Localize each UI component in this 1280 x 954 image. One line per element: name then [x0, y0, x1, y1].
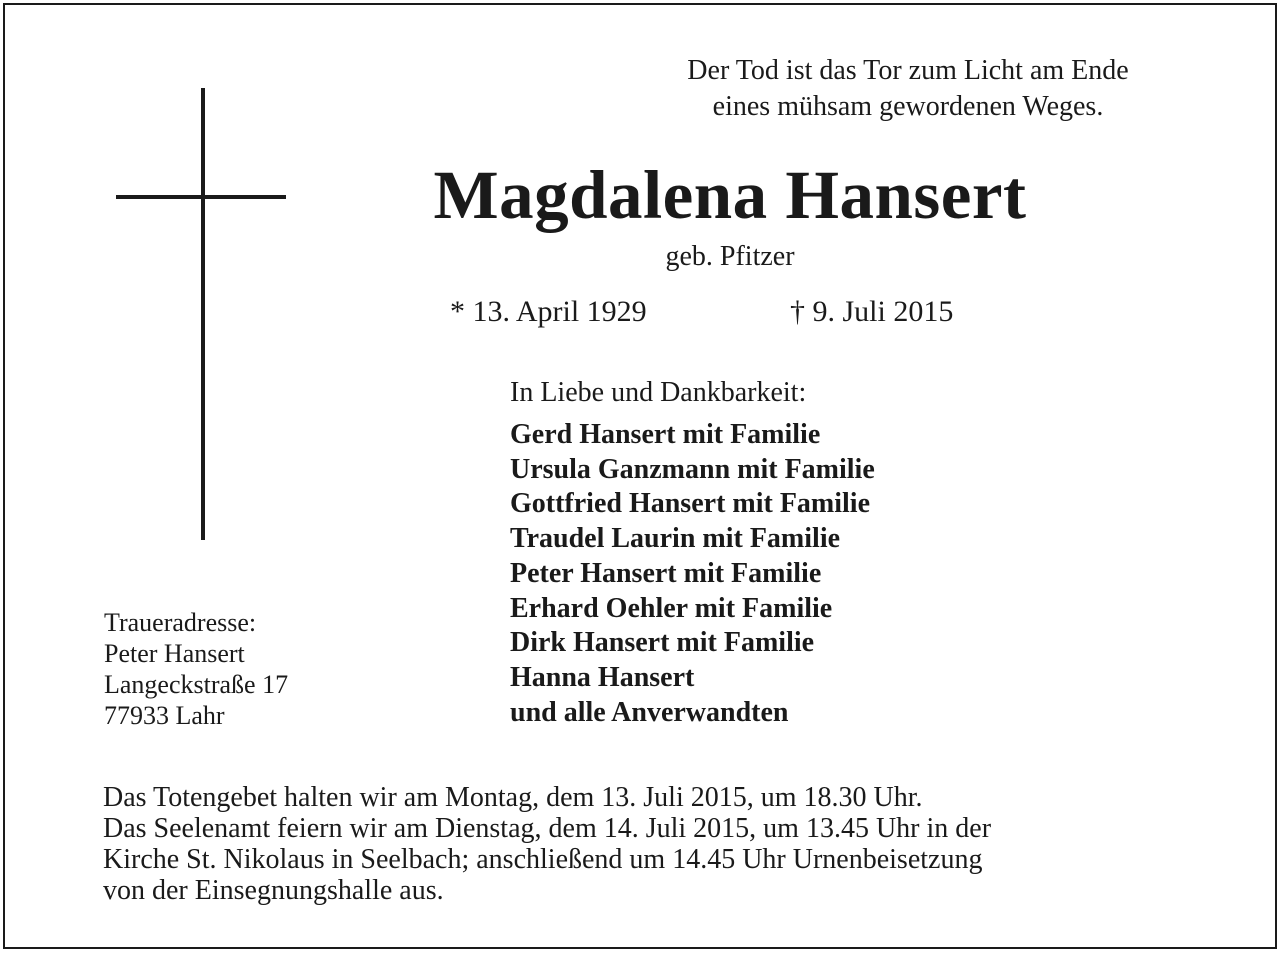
quote-line: eines mühsam gewordenen Weges.	[712, 91, 1104, 122]
mourner-item: Peter Hansert mit Familie	[510, 557, 822, 589]
requiem-text-line: Das Seelenamt feiern wir am Dienstag, dem 14. Juli 2015, um 13.45 Uhr in der	[103, 813, 992, 844]
mourning-address	[104, 607, 288, 731]
cross-icon-horizontal-bar	[116, 195, 286, 199]
requiem-text-line: Kirche St. Nikolaus in Seelbach; anschließend um 14.45 Uhr Urnenbeisetzung	[103, 844, 983, 875]
mourner-item: Ursula Ganzmann mit Familie	[510, 453, 875, 485]
mourner-item: Erhard Oehler mit Familie	[510, 592, 833, 624]
mourner-item: Gerd Hansert mit Familie	[510, 419, 821, 450]
service-info	[103, 782, 1203, 906]
quote	[600, 53, 1216, 125]
birth-date: * 13. April 1929	[450, 295, 647, 328]
deceased-name: Magdalena Hansert	[433, 157, 1027, 233]
requiem-text-line: von der Einsegnungshalle aus.	[103, 875, 444, 906]
mourner-item: Dirk Hansert mit Familie	[510, 627, 815, 659]
quote-line: Der Tod ist das Tor zum Licht am Ende	[687, 55, 1129, 86]
mourner-item: und alle Anverwandten	[510, 696, 789, 728]
cross-icon-vertical-bar	[201, 88, 205, 540]
maiden-name: geb. Pfitzer	[665, 241, 795, 272]
death-date: † 9. Juli 2015	[790, 295, 954, 328]
address-city: 77933 Lahr	[104, 701, 225, 730]
mourner-item: Hanna Hansert	[510, 661, 695, 693]
mourners-list	[510, 418, 875, 730]
address-label: Traueradresse:	[104, 608, 257, 637]
mourner-item: Traudel Laurin mit Familie	[510, 523, 841, 555]
address-street: Langeckstraße 17	[104, 670, 289, 699]
mourner-item: Gottfried Hansert mit Familie	[510, 488, 871, 520]
address-name: Peter Hansert	[104, 639, 245, 668]
mourners-intro: In Liebe und Dankbarkeit:	[510, 377, 807, 408]
prayer-service-text: Das Totengebet halten wir am Montag, dem 13. Juli 2015, um 18.30 Uhr.	[103, 782, 923, 813]
